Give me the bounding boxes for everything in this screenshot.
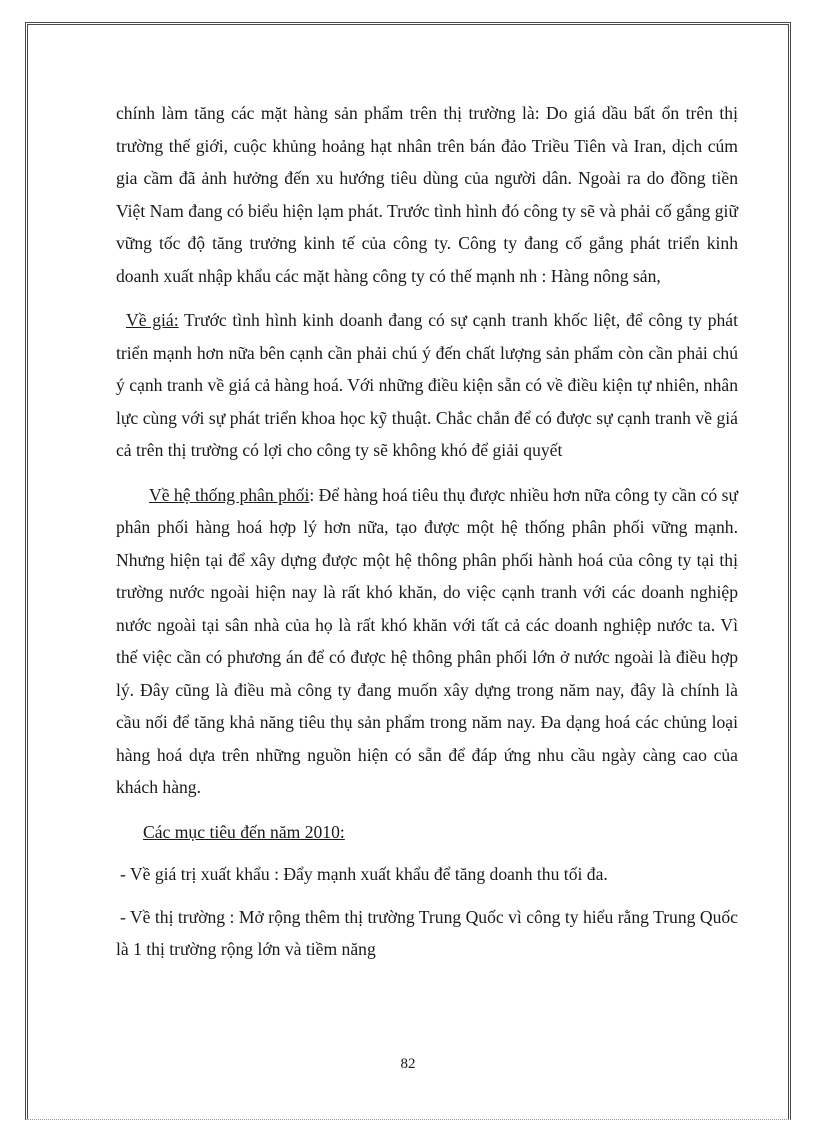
goals-heading: Các mục tiêu đến năm 2010: [143, 821, 345, 842]
distribution-text: : Để hàng hoá tiêu thụ được nhiều hơn nữa công ty cần có sự phân phối hàng hoá hợp lý hơn nữa, tạo được một hệ thống phân phối vững mạnh. Nhưng hiện tại để xây dựng được một hệ thông phân phối hành hoá của công ty tại thị trường nước ngoài hiện nay là rất khó khăn, do việc cạnh tranh với các doanh nghiệp nước ngoài tại sân nhà của họ là rất khó khăn với tất cả các doanh nghiệp nước ta. Vì thế việc cần có phương án để có được hệ thông phân phối lớn ở nước ngoài là điều hợp lý. Đây cũng là điều mà công ty đang muốn xây dựng trong năm nay, đây là chính là cầu nối để tăng khả năng tiêu thụ sản phẩm trong năm nay. Đa dạng hoá các chủng loại hàng hoá dựa trên những nguồn hiện có sẵn để đáp ứng nhu cầu ngày càng cao của khách hàng. [116, 484, 738, 797]
price-heading: Về giá: [126, 310, 179, 330]
distribution-heading: Về hệ thống phân phối [149, 484, 310, 505]
page-number: 82 [400, 1056, 416, 1072]
goals-heading-paragraph [116, 816, 738, 849]
goal-market: - Về thị trường : Mở rộng thêm thị trường Trung Quốc vì công ty hiểu rằng Trung Quốc là 1 thị trường rộng lớn và tiềm năng [116, 906, 738, 959]
price-paragraph [116, 304, 738, 467]
price-text: Trước tình hình kinh doanh đang có sự cạnh tranh khốc liệt, để công ty phát triển mạnh hơn nữa bên cạnh cần phải chú ý đến chất lượng sản phẩm còn cần phải chú ý cạnh tranh về giá cả hàng hoá. Với những điều kiện sẵn có về điều kiện tự nhiên, nhân lực cùng với sự phát triển khoa học kỹ thuật. Chắc chắn để có được sự cạnh tranh về giá cả trên thị trường có lợi cho công ty sẽ không khó để giải quyết [116, 310, 738, 460]
distribution-paragraph [116, 479, 738, 804]
goal-export: - Về giá trị xuất khẩu : Đẩy mạnh xuất khẩu để tăng doanh thu tối đa. [120, 864, 608, 884]
intro-paragraph: chính làm tăng các mặt hàng sản phẩm trên thị trường là: Do giá dầu bất ổn trên thị trường thế giới, cuộc khủng hoảng hạt nhân trên bán đảo Triều Tiên và Iran, dịch cúm gia cầm đã ảnh hưởng đến xu hướng tiêu dùng của người dân. Ngoài ra do đồng tiền Việt Nam đang có biểu hiện lạm phát. Trước tình hình đó công ty sẽ và phải cố gắng giữ vững tốc độ tăng trưởng kinh tế của công ty. Công ty đang cố gắng phát triển kinh doanh xuất nhập khẩu các mặt hàng công ty có thế mạnh nh : Hàng nông sản, [116, 103, 738, 286]
document-body [116, 97, 738, 966]
